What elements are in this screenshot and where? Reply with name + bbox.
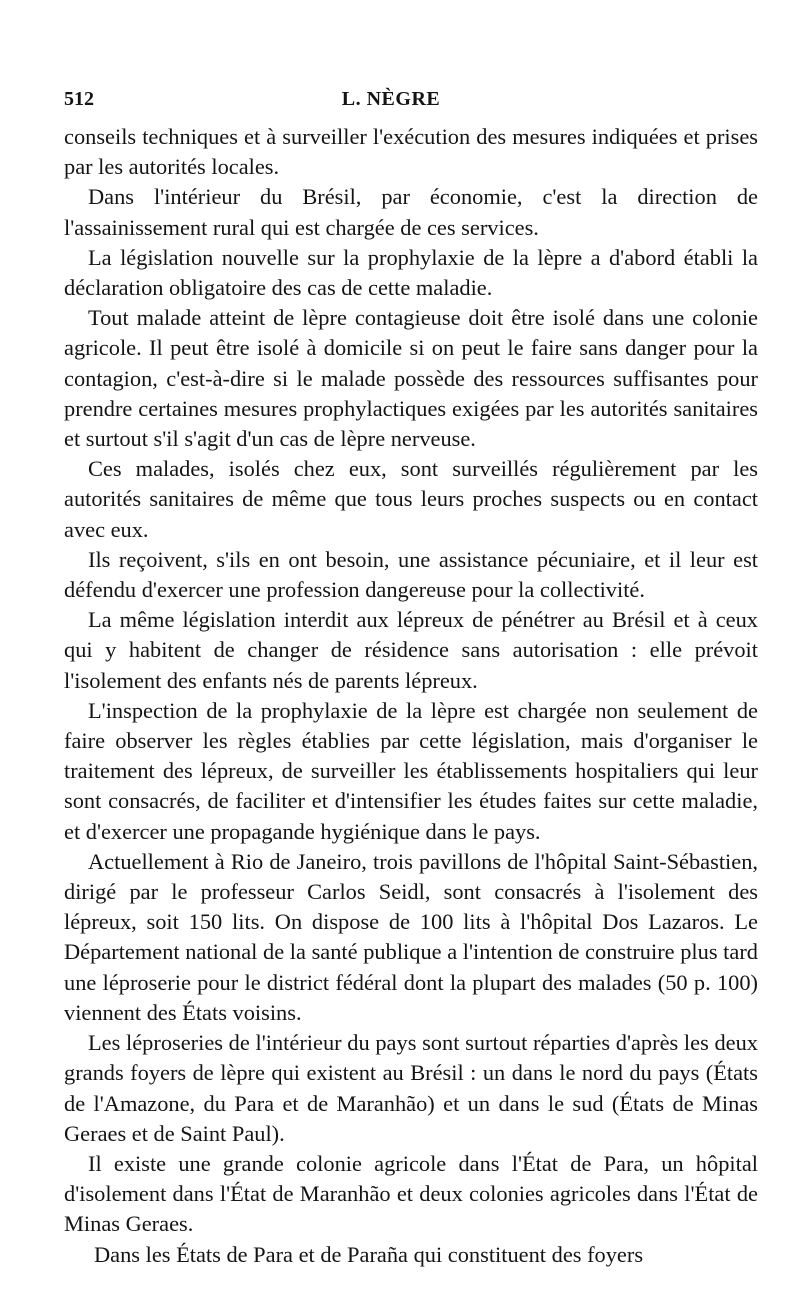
paragraph-foyers: Dans les États de Para et de Paraña qui constituent des foyers — [94, 1241, 644, 1267]
page-number: 512 — [64, 88, 94, 110]
paragraph-assistance: Ils reçoivent, s'ils en ont besoin, une assistance pécuniaire, et il leur est défendu d'exercer une profession dangereuse pour la collectivité. — [64, 546, 758, 603]
running-title: L. NÈGRE — [341, 88, 441, 110]
body-text — [64, 122, 758, 1270]
paragraph-declaration: La législation nouvelle sur la prophylaxie de la lèpre a d'abord établi la déclaration obligatoire des cas de cette maladie. — [64, 244, 758, 301]
running-head — [64, 88, 758, 118]
paragraph-surveillance: Ces malades, isolés chez eux, sont surveillés régulièrement par les autorités sanitaires de même que tous leurs proches suspects ou en contact avec eux. — [64, 456, 758, 542]
paragraph-leproseries: Les léproseries de l'intérieur du pays sont surtout réparties d'après les deux grands foyers de lèpre qui existent au Brésil : un dans le nord du pays (États de l'Amazone, du Para et de Maranhão) et un dans le sud (États de Minas Geraes et de Saint Paul). — [64, 1030, 758, 1146]
paragraph-legislation: La même législation interdit aux lépreux de pénétrer au Brésil et à ceux qui y habitent de changer de résidence sans autorisation : elle prévoit l'isolement des enfants nés de parents lépreux. — [64, 607, 758, 693]
paragraph-inspection: L'inspection de la prophylaxie de la lèpre est chargée non seulement de faire observer les règles établies par cette législation, mais d'organiser le traitement des lépreux, de surveiller les établissements hospitaliers qui leur sont consacrés, de faciliter et d'intensifier les études faites sur cette maladie, et d'exercer une propagande hygiénique dans le pays. — [64, 697, 758, 844]
paragraph-isolement: Tout malade atteint de lèpre contagieuse doit être isolé dans une colonie agricole. Il peut être isolé à domicile si on peut le faire sans danger pour la contagion, c'est-à-dire si le malade possède des ressources suffisantes pour prendre certaines mesures prophylactiques exigées par les autorités sanitaires et surtout s'il s'agit d'un cas de lèpre nerveuse. — [64, 305, 758, 452]
paragraph-rio: Actuellement à Rio de Janeiro, trois pavillons de l'hôpital Saint-Sébastien, dirigé par le professeur Carlos Seidl, sont consacrés à l'isolement des lépreux, soit 150 lits. On dispose de 100 lits à l'hôpital Dos Lazaros. Le Département national de la santé publique a l'intention de construire plus tard une léproserie pour le district fédéral dont la plupart des malades (50 p. 100) viennent des États voisins. — [64, 848, 758, 1025]
paragraph-colonies: Il existe une grande colonie agricole dans l'État de Para, un hôpital d'isolement dans l'État de Maranhão et deux colonies agricoles dans l'État de Minas Geraes. — [64, 1150, 758, 1237]
paragraph-continuation: conseils techniques et à surveiller l'exécution des mesures indiquées et prises par les autorités locales. — [64, 124, 758, 180]
paragraph-assainissement: Dans l'intérieur du Brésil, par économie, c'est la direction de l'assainissement rural qui est chargée de ces services. — [64, 184, 758, 240]
